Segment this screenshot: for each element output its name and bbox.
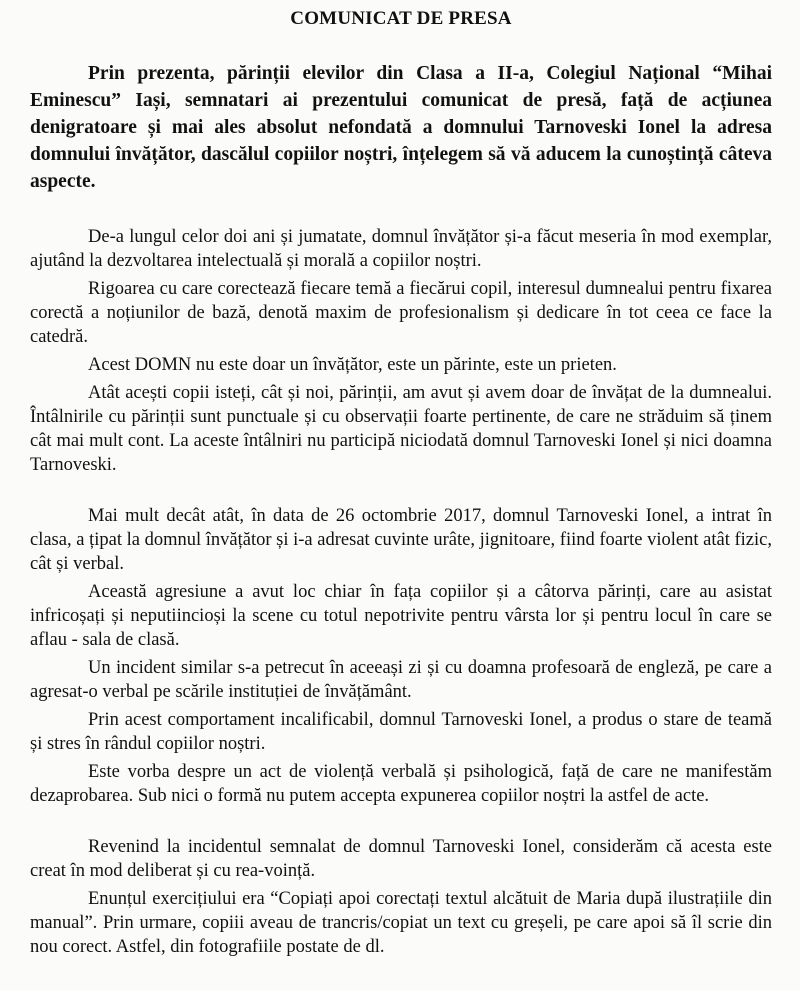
paragraph: Enunțul exercițiului era “Copiați apoi corectați textul alcătuit de Maria după ilustrațiile din manual”. Prin urmare, copiii aveau de trancris/copiat un text cu greșeli, pe care apoi să îl scrie din nou corect. Astfel, din fotografiile postate de dl. <box>30 889 772 957</box>
paragraph: De-a lungul celor doi ani și jumatate, domnul învățător și-a făcut meseria în mod exemplar, ajutând la dezvoltarea intelectuală și morală a copiilor noștri. <box>30 227 772 271</box>
paragraph: Această agresiune a avut loc chiar în fața copiilor și a câtorva părinți, care au asistat infricoșați și neputiincioși la scene cu totul nepotrivite pentru vârsta lor și pentru locul în care se aflau - sala de clasă. <box>30 582 772 650</box>
paragraph: Un incident similar s-a petrecut în aceeași zi și cu doamna profesoară de engleză, pe care a agresat-o verbal pe scările instituției de învățământ. <box>30 658 772 702</box>
intro-paragraph: Prin prezenta, părinții elevilor din Clasa a II-a, Colegiul Național “Mihai Eminescu” Iași, semnatari ai prezentului comunicat de presă, față de acțiunea denigratoare și mai ales absolut nefondată a domnului Tarnoveski Ionel la adresa domnului învățător, dascălul copiilor noștri, înțelegem să vă aducem la cunoștință câteva aspecte. <box>30 63 772 192</box>
paragraph: Atât acești copii isteți, cât și noi, părinții, am avut și avem doar de învățat de la dumnealui. Întâlnirile cu părinții sunt punctuale și cu observații foarte pertinente, de care ne străduim să ținem cât mai mult cont. La aceste întâlniri nu participă niciodată domnul Tarnoveski Ionel și nici doamna Tarnoveski. <box>30 383 772 475</box>
paragraph: Este vorba despre un act de violență verbală și psihologică, față de care ne manifestăm dezaprobarea. Sub nici o formă nu putem accepta expunerea copiilor noștri la astfel de acte. <box>30 762 772 806</box>
document-title: COMUNICAT DE PRESA <box>290 8 512 29</box>
section-2 <box>30 504 772 808</box>
paragraph: Prin acest comportament incalificabil, domnul Tarnoveski Ionel, a produs o stare de teamă și stres în rândul copiilor noștri. <box>30 710 772 754</box>
section-3 <box>30 835 772 959</box>
paragraph: Rigoarea cu care corectează fiecare temă a fiecărui copil, interesul dumnealui pentru fixarea corectă a noțiunilor de bază, denotă maxim de profesionalism și dedicare în tot ceea ce face la catedră. <box>30 279 772 347</box>
paragraph: Acest DOMN nu este doar un învățător, este un părinte, este un prieten. <box>88 355 617 375</box>
paragraph: Revenind la incidentul semnalat de domnul Tarnoveski Ionel, considerăm că acesta este creat în mod deliberat și cu rea-voință. <box>30 837 772 881</box>
paragraph: Mai mult decât atât, în data de 26 octombrie 2017, domnul Tarnoveski Ionel, a intrat în clasa, a țipat la domnul învățător și i-a adresat cuvinte urâte, jignitoare, fiind foarte violent atât fizic, cât și verbal. <box>30 506 772 574</box>
section-1 <box>30 225 772 477</box>
